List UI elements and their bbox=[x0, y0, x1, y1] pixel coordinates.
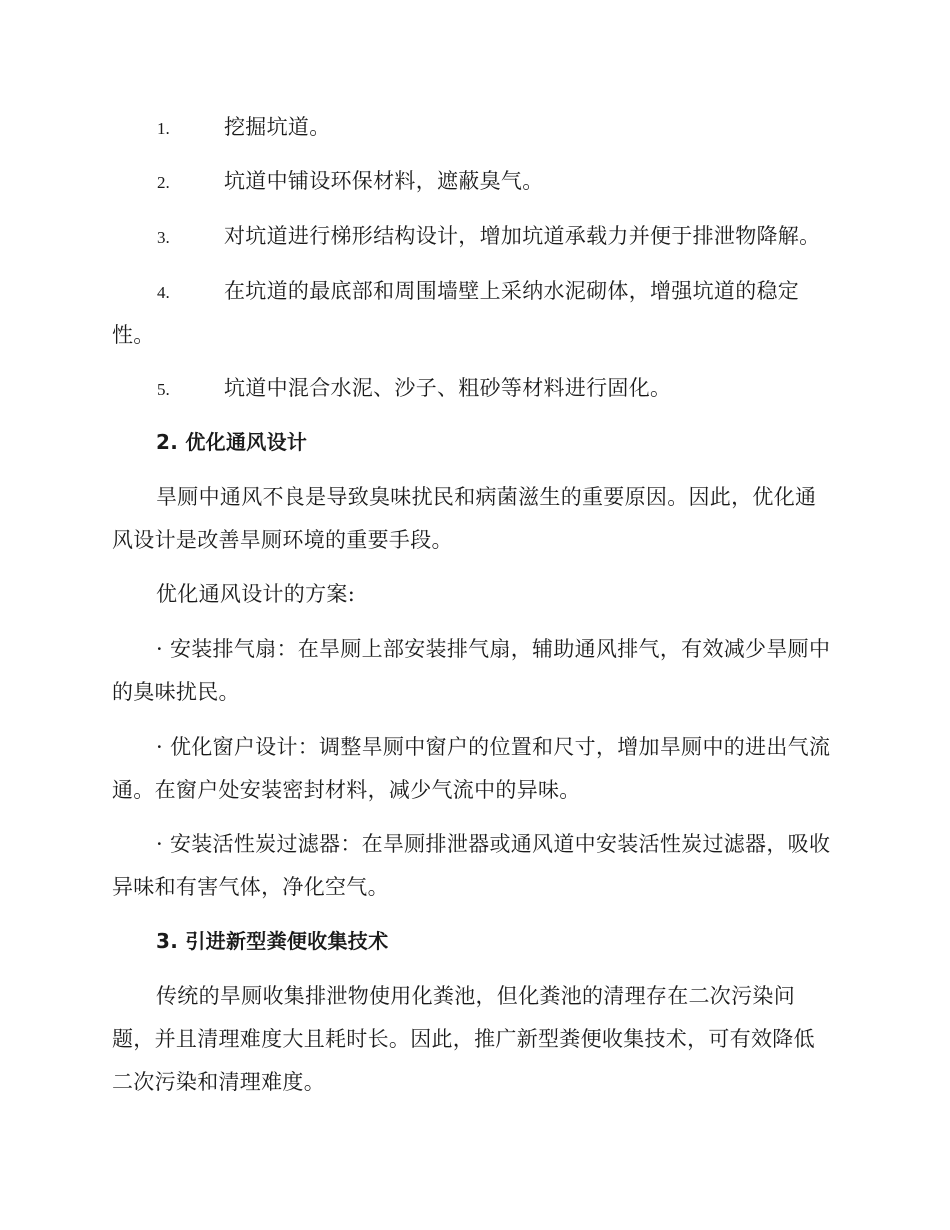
list-number: 4. bbox=[157, 283, 170, 302]
list-item bbox=[112, 270, 834, 357]
list-number: 1. bbox=[157, 119, 170, 138]
section-heading: 2. 优化通风设计 bbox=[156, 430, 308, 454]
list-text: 挖掘坑道。 bbox=[224, 115, 331, 139]
section-heading: 3. 引进新型粪便收集技术 bbox=[156, 929, 389, 953]
list-item bbox=[112, 367, 834, 411]
paragraph: 传统的旱厕收集排泄物使用化粪池，但化粪池的清理存在二次污染问题，并且清理难度大且耗时长。因此，推广新型粪便收集技术，可有效降低二次污染和清理难度。 bbox=[112, 984, 815, 1094]
bullet-item: · 安装排气扇：在旱厕上部安装排气扇，辅助通风排气，有效减少旱厕中的臭味扰民。 bbox=[112, 637, 831, 704]
paragraph: 优化通风设计的方案: bbox=[156, 582, 356, 606]
list-text-continuation: 性。 bbox=[112, 323, 155, 347]
list-item bbox=[112, 215, 834, 259]
list-text: 坑道中混合水泥、沙子、粗砂等材料进行固化。 bbox=[224, 376, 672, 400]
list-item bbox=[112, 106, 834, 150]
list-text: 在坑道的最底部和周围墙壁上采纳水泥砌体，增强坑道的稳定 bbox=[224, 279, 800, 303]
bullet-item: · 安装活性炭过滤器：在旱厕排泄器或通风道中安装活性炭过滤器，吸收异味和有害气体，净化空气。 bbox=[112, 832, 831, 899]
list-text: 坑道中铺设环保材料，遮蔽臭气。 bbox=[224, 169, 544, 193]
list-text: 对坑道进行梯形结构设计，增加坑道承载力并便于排泄物降解。 bbox=[224, 224, 821, 248]
list-item bbox=[112, 160, 834, 204]
list-number: 5. bbox=[157, 380, 170, 399]
paragraph: 旱厕中通风不良是导致臭味扰民和病菌滋生的重要原因。因此，优化通风设计是改善旱厕环境的重要手段。 bbox=[112, 485, 817, 552]
list-number: 2. bbox=[157, 173, 170, 192]
list-number: 3. bbox=[157, 228, 170, 247]
bullet-item: · 优化窗户设计：调整旱厕中窗户的位置和尺寸，增加旱厕中的进出气流通。在窗户处安装密封材料，减少气流中的异味。 bbox=[112, 735, 831, 802]
